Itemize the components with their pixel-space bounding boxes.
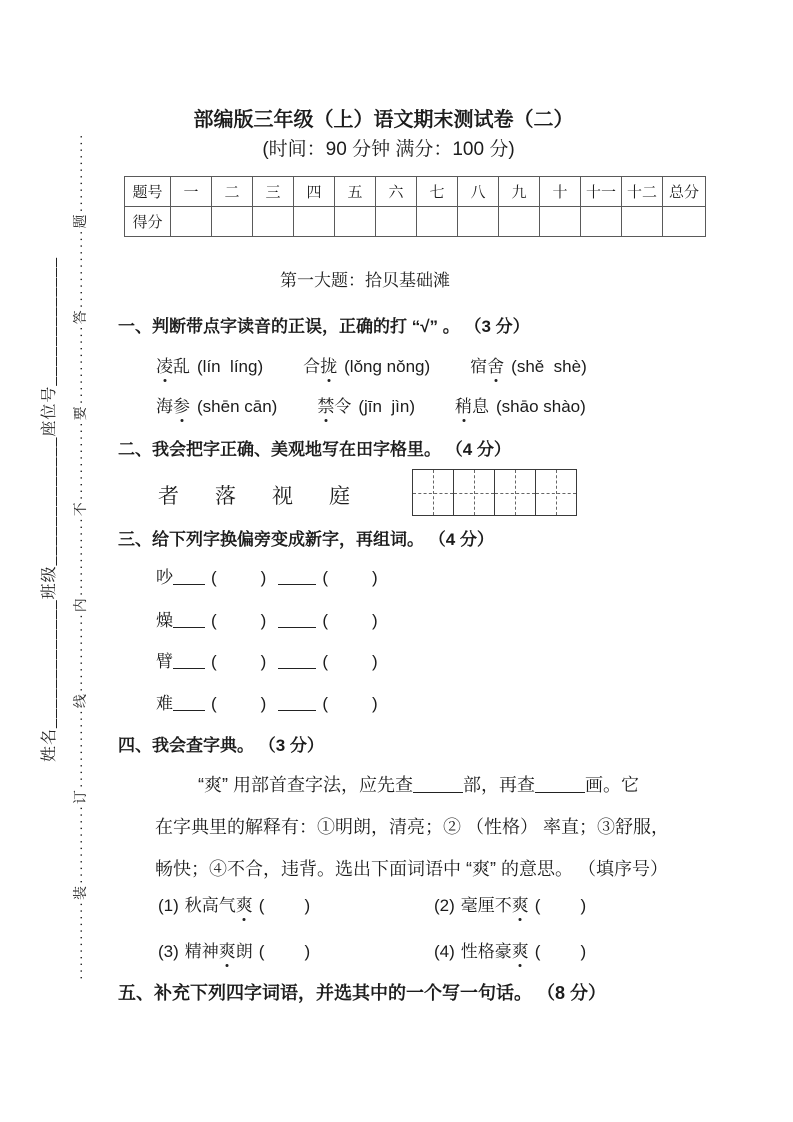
dotted-char: 凌 bbox=[156, 352, 173, 377]
q3-heading: 三、给下列字换偏旁变成新字，再组词。 （4 分） bbox=[118, 530, 494, 549]
blank-line bbox=[173, 569, 205, 585]
pinyin-choices: (jīn jìn) bbox=[358, 397, 416, 416]
paren-close: ) bbox=[372, 568, 378, 587]
option-number: (2) bbox=[434, 896, 455, 915]
score-col-7: 七 bbox=[417, 177, 458, 207]
q3-row bbox=[156, 606, 378, 631]
paren-close: ) bbox=[372, 611, 378, 630]
q1-row-1 bbox=[156, 352, 587, 377]
blank-line bbox=[535, 777, 585, 793]
score-col-1: 一 bbox=[171, 177, 212, 207]
score-cell bbox=[253, 207, 294, 237]
paren-open: ( bbox=[322, 652, 329, 671]
score-col-11: 十一 bbox=[581, 177, 622, 207]
base-char: 难 bbox=[156, 694, 173, 713]
q4-option bbox=[158, 937, 434, 962]
pinyin-choices: (shāo shào) bbox=[496, 397, 586, 416]
word bbox=[470, 357, 504, 376]
q1-item bbox=[317, 392, 415, 417]
dotted-char: 爽 bbox=[512, 891, 529, 916]
word-pre: 毫厘不 bbox=[460, 896, 512, 915]
paren-close: ) bbox=[260, 568, 267, 587]
score-table bbox=[124, 176, 706, 237]
q2-model-characters bbox=[158, 480, 350, 510]
q4-option bbox=[434, 937, 586, 962]
word-pre: 宿 bbox=[470, 357, 488, 376]
score-col-total: 总分 bbox=[663, 177, 706, 207]
score-col-3: 三 bbox=[253, 177, 294, 207]
paren-open: ( bbox=[534, 896, 541, 915]
dotted-char: 舍 bbox=[487, 352, 504, 377]
base-char: 臂 bbox=[156, 652, 173, 671]
paren-close: ) bbox=[260, 652, 267, 671]
word bbox=[317, 397, 351, 416]
q1-item bbox=[156, 392, 277, 417]
dotted-char: 拢 bbox=[320, 352, 337, 377]
dotted-char: 爽 bbox=[219, 937, 236, 962]
paren-close: ) bbox=[372, 694, 378, 713]
word bbox=[303, 357, 337, 376]
q4-text: 部，再查 bbox=[463, 775, 535, 795]
paper-subtitle: (时间：90 分钟 满分：100 分) bbox=[262, 139, 515, 160]
q4-option bbox=[158, 891, 434, 916]
q4-paragraph-line-3: 畅快；④不合，违背。选出下面词语中 “爽” 的意思。 （填序号） bbox=[155, 859, 668, 879]
score-cell-total bbox=[663, 207, 706, 237]
score-cell bbox=[581, 207, 622, 237]
word-post: 息 bbox=[472, 397, 490, 416]
score-cell bbox=[458, 207, 499, 237]
score-table-header-row bbox=[125, 177, 706, 207]
q3-row bbox=[156, 689, 378, 714]
q1-item bbox=[156, 352, 263, 377]
paren-close: ) bbox=[580, 942, 587, 961]
score-col-8: 八 bbox=[458, 177, 499, 207]
paren-open: ( bbox=[322, 568, 329, 587]
score-cell bbox=[335, 207, 376, 237]
option-number: (1) bbox=[158, 896, 179, 915]
score-col-9: 九 bbox=[499, 177, 540, 207]
q1-heading: 一、判断带点字读音的正误，正确的打 “√” 。 （3 分） bbox=[118, 317, 530, 336]
dotted-char: 禁 bbox=[317, 392, 334, 417]
q4-paragraph-line-2: 在字典里的解释有：①明朗，清亮；② （性格） 率直；③舒服， bbox=[155, 817, 669, 837]
blank-line bbox=[278, 569, 316, 585]
option-number: (4) bbox=[434, 942, 455, 961]
score-col-10: 十 bbox=[540, 177, 581, 207]
model-char: 者 bbox=[158, 484, 179, 508]
paren-open: ( bbox=[258, 942, 265, 961]
dotted-char: 稍 bbox=[455, 392, 472, 417]
score-table-score-row bbox=[125, 207, 706, 237]
score-cell bbox=[376, 207, 417, 237]
paren-open: ( bbox=[322, 694, 329, 713]
word-pre: 合 bbox=[303, 357, 321, 376]
section-title: 第一大题：拾贝基础滩 bbox=[280, 271, 450, 290]
q4-text: “爽” 用部首查字法，应先查 bbox=[198, 775, 413, 795]
paren-open: ( bbox=[322, 611, 329, 630]
q3-row bbox=[156, 563, 378, 588]
paren-close: ) bbox=[260, 611, 267, 630]
q4-paragraph-line-1 bbox=[198, 771, 639, 797]
q4-text: 画。它 bbox=[585, 775, 639, 795]
pinyin-choices: (lín líng) bbox=[197, 357, 264, 376]
q1-row-2 bbox=[156, 392, 586, 417]
score-cell bbox=[622, 207, 663, 237]
score-col-2: 二 bbox=[212, 177, 253, 207]
model-char: 落 bbox=[215, 484, 236, 508]
paren-close: ) bbox=[580, 896, 587, 915]
paren-open: ( bbox=[211, 652, 217, 671]
word-post: 令 bbox=[334, 397, 352, 416]
tianzige-cell bbox=[535, 470, 576, 515]
score-col-12: 十二 bbox=[622, 177, 663, 207]
paren-open: ( bbox=[258, 896, 265, 915]
blank-line bbox=[278, 612, 316, 628]
score-row-label: 得分 bbox=[125, 207, 171, 237]
word-pre: 精神 bbox=[184, 942, 219, 961]
word-pre: 性格豪 bbox=[460, 942, 512, 961]
model-char: 视 bbox=[272, 484, 293, 508]
score-cell bbox=[417, 207, 458, 237]
tianzige-cell bbox=[453, 470, 494, 515]
tianzige-cell bbox=[494, 470, 535, 515]
word-pre: 海 bbox=[156, 397, 173, 416]
score-cell bbox=[212, 207, 253, 237]
word bbox=[156, 397, 190, 416]
blank-line bbox=[278, 695, 316, 711]
dotted-char: 爽 bbox=[236, 891, 253, 916]
word-post: 朗 bbox=[235, 942, 253, 961]
blank-line bbox=[173, 653, 205, 669]
pinyin-choices: (lǒng nǒng) bbox=[344, 357, 431, 376]
blank-line bbox=[173, 695, 205, 711]
blank-line bbox=[278, 653, 316, 669]
q4-heading: 四、我会查字典。 （3 分） bbox=[118, 736, 324, 755]
score-col-6: 六 bbox=[376, 177, 417, 207]
model-char: 庭 bbox=[329, 484, 350, 508]
score-cell bbox=[540, 207, 581, 237]
score-col-4: 四 bbox=[294, 177, 335, 207]
dotted-char: 爽 bbox=[512, 937, 529, 962]
paren-close: ) bbox=[372, 652, 378, 671]
score-table-corner: 题号 bbox=[125, 177, 171, 207]
score-cell bbox=[499, 207, 540, 237]
paren-close: ) bbox=[304, 896, 311, 915]
student-info-line: 姓名_____________班级_____________座位号_____________ bbox=[41, 256, 58, 762]
tianzige-cell bbox=[413, 470, 453, 515]
q5-heading: 五、补充下列四字词语，并选其中的一个写一句话。 （8 分） bbox=[118, 983, 607, 1003]
dotted-char: 参 bbox=[173, 392, 190, 417]
paren-close: ) bbox=[304, 942, 311, 961]
paper-title: 部编版三年级（上）语文期末测试卷（二） bbox=[193, 109, 574, 131]
q2-heading: 二、我会把字正确、美观地写在田字格里。 （4 分） bbox=[118, 440, 511, 459]
pinyin-choices: (shēn cān) bbox=[197, 397, 278, 416]
base-char: 吵 bbox=[156, 568, 173, 587]
q1-item bbox=[303, 352, 430, 377]
base-char: 燥 bbox=[156, 611, 173, 630]
score-cell bbox=[171, 207, 212, 237]
score-col-5: 五 bbox=[335, 177, 376, 207]
paren-open: ( bbox=[211, 694, 217, 713]
option-number: (3) bbox=[158, 942, 179, 961]
tianzige-grid bbox=[412, 469, 577, 516]
blank-line bbox=[173, 612, 205, 628]
q3-row bbox=[156, 647, 378, 672]
q1-item bbox=[470, 352, 587, 377]
score-cell bbox=[294, 207, 335, 237]
q1-item bbox=[455, 392, 586, 417]
paren-open: ( bbox=[534, 942, 541, 961]
q4-options bbox=[158, 891, 586, 962]
paren-close: ) bbox=[260, 694, 267, 713]
word bbox=[455, 397, 489, 416]
paren-open: ( bbox=[211, 611, 217, 630]
paren-open: ( bbox=[211, 568, 217, 587]
blank-line bbox=[413, 777, 463, 793]
pinyin-choices: (shě shè) bbox=[511, 357, 587, 376]
word-pre: 秋高气 bbox=[184, 896, 236, 915]
word bbox=[156, 357, 190, 376]
word-post: 乱 bbox=[173, 357, 190, 376]
q4-option bbox=[434, 891, 586, 916]
binding-seal-line: ············装············订············线············内············不············要············答············题············ bbox=[72, 132, 88, 980]
